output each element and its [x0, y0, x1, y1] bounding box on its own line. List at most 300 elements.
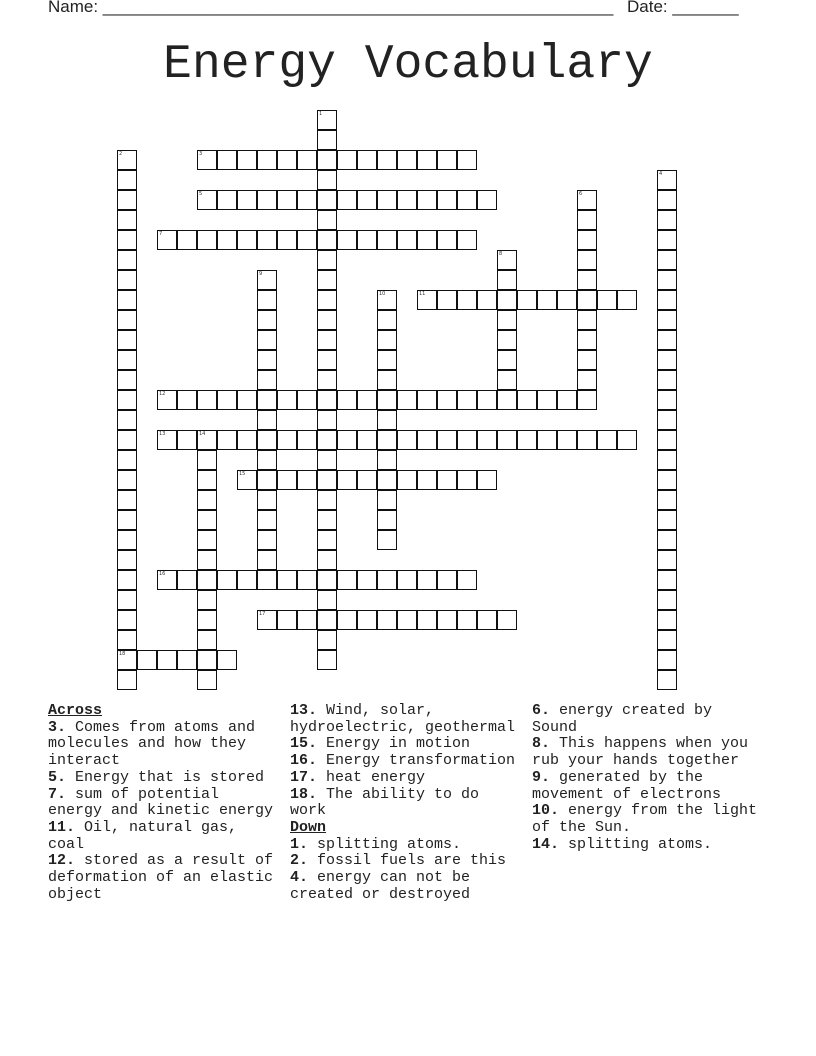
- grid-cell[interactable]: [157, 430, 177, 450]
- grid-cell[interactable]: [277, 230, 297, 250]
- grid-cell[interactable]: [377, 150, 397, 170]
- grid-cell[interactable]: [257, 350, 277, 370]
- grid-cell[interactable]: [197, 510, 217, 530]
- grid-cell[interactable]: [437, 470, 457, 490]
- grid-cell[interactable]: [357, 430, 377, 450]
- grid-cell[interactable]: [257, 410, 277, 430]
- grid-cell[interactable]: [597, 290, 617, 310]
- clue-text: sum of potential energy and kinetic energy: [48, 785, 274, 820]
- grid-cell[interactable]: [537, 390, 557, 410]
- grid-cell[interactable]: [377, 230, 397, 250]
- grid-cell[interactable]: [217, 190, 237, 210]
- grid-cell[interactable]: [377, 530, 397, 550]
- grid-cell[interactable]: [257, 450, 277, 470]
- grid-cell[interactable]: [297, 570, 317, 590]
- grid-cell[interactable]: [257, 610, 277, 630]
- grid-cell[interactable]: [317, 190, 337, 210]
- grid-cell[interactable]: [397, 190, 417, 210]
- grid-cell[interactable]: [257, 150, 277, 170]
- grid-cell[interactable]: [657, 270, 677, 290]
- grid-cell[interactable]: [317, 550, 337, 570]
- grid-cell[interactable]: [617, 290, 637, 310]
- grid-cell[interactable]: [657, 610, 677, 630]
- grid-cell[interactable]: [437, 390, 457, 410]
- grid-cell[interactable]: [657, 290, 677, 310]
- grid-cell[interactable]: [177, 430, 197, 450]
- grid-cell[interactable]: [537, 290, 557, 310]
- grid-cell[interactable]: [197, 490, 217, 510]
- grid-cell[interactable]: [317, 330, 337, 350]
- grid-cell[interactable]: [657, 410, 677, 430]
- clue-num: 5.: [48, 768, 67, 786]
- grid-cell[interactable]: [317, 210, 337, 230]
- clue-number: 7: [159, 231, 163, 237]
- grid-cell[interactable]: [257, 510, 277, 530]
- grid-cell[interactable]: [317, 490, 337, 510]
- grid-cell[interactable]: [257, 270, 277, 290]
- grid-cell[interactable]: [457, 470, 477, 490]
- grid-cell[interactable]: [257, 390, 277, 410]
- grid-cell[interactable]: [557, 430, 577, 450]
- grid-cell[interactable]: [177, 570, 197, 590]
- grid-cell[interactable]: [137, 650, 157, 670]
- grid-cell[interactable]: [217, 230, 237, 250]
- grid-cell[interactable]: [117, 330, 137, 350]
- grid-cell[interactable]: [157, 570, 177, 590]
- down-heading: Down: [290, 818, 327, 836]
- grid-cell[interactable]: [657, 310, 677, 330]
- grid-cell[interactable]: [257, 310, 277, 330]
- grid-cell[interactable]: [117, 170, 137, 190]
- grid-cell[interactable]: [237, 230, 257, 250]
- grid-cell[interactable]: [577, 430, 597, 450]
- grid-cell[interactable]: [477, 290, 497, 310]
- grid-cell[interactable]: [457, 570, 477, 590]
- grid-cell[interactable]: [157, 650, 177, 670]
- grid-cell[interactable]: [657, 470, 677, 490]
- grid-cell[interactable]: [437, 150, 457, 170]
- grid-cell[interactable]: [237, 390, 257, 410]
- grid-cell[interactable]: [477, 190, 497, 210]
- grid-cell[interactable]: [457, 430, 477, 450]
- clue-text: heat energy: [317, 768, 426, 786]
- grid-cell[interactable]: [417, 190, 437, 210]
- grid-cell[interactable]: [277, 470, 297, 490]
- across-clue: [290, 753, 522, 770]
- grid-cell[interactable]: [117, 430, 137, 450]
- grid-cell[interactable]: [577, 330, 597, 350]
- grid-cell[interactable]: [117, 550, 137, 570]
- clue-text: splitting atoms.: [308, 835, 462, 853]
- grid-cell[interactable]: [497, 430, 517, 450]
- grid-cell[interactable]: [657, 590, 677, 610]
- down-clue-list: [290, 837, 522, 904]
- grid-cell[interactable]: [357, 470, 377, 490]
- grid-cell[interactable]: [197, 550, 217, 570]
- name-field[interactable]: Name: ______________________________________________________: [48, 0, 614, 16]
- grid-cell[interactable]: [457, 190, 477, 210]
- grid-cell[interactable]: [317, 230, 337, 250]
- clues-column-1: [48, 703, 280, 903]
- grid-cell[interactable]: [557, 390, 577, 410]
- grid-cell[interactable]: [317, 630, 337, 650]
- grid-cell[interactable]: [297, 150, 317, 170]
- grid-cell[interactable]: [297, 610, 317, 630]
- grid-cell[interactable]: [217, 390, 237, 410]
- grid-cell[interactable]: [377, 450, 397, 470]
- grid-cell[interactable]: [577, 270, 597, 290]
- grid-cell[interactable]: [657, 450, 677, 470]
- grid-cell[interactable]: [197, 610, 217, 630]
- grid-cell[interactable]: [657, 530, 677, 550]
- grid-cell[interactable]: [117, 390, 137, 410]
- grid-cell[interactable]: [317, 250, 337, 270]
- grid-cell[interactable]: [157, 390, 177, 410]
- grid-cell[interactable]: [477, 430, 497, 450]
- grid-cell[interactable]: [377, 390, 397, 410]
- grid-cell[interactable]: [257, 570, 277, 590]
- grid-cell[interactable]: [257, 490, 277, 510]
- grid-cell[interactable]: [197, 390, 217, 410]
- grid-cell[interactable]: [497, 250, 517, 270]
- grid-cell[interactable]: [397, 390, 417, 410]
- grid-cell[interactable]: [317, 270, 337, 290]
- grid-cell[interactable]: [117, 570, 137, 590]
- grid-cell[interactable]: [497, 350, 517, 370]
- grid-cell[interactable]: [317, 410, 337, 430]
- grid-cell[interactable]: [497, 270, 517, 290]
- grid-cell[interactable]: [477, 390, 497, 410]
- grid-cell[interactable]: [657, 510, 677, 530]
- grid-cell[interactable]: [377, 510, 397, 530]
- grid-cell[interactable]: [277, 430, 297, 450]
- grid-cell[interactable]: [257, 230, 277, 250]
- clue-text: Oil, natural gas, coal: [48, 818, 238, 853]
- grid-cell[interactable]: [317, 370, 337, 390]
- grid-cell[interactable]: [117, 490, 137, 510]
- grid-cell[interactable]: [577, 310, 597, 330]
- grid-cell[interactable]: [437, 610, 457, 630]
- grid-cell[interactable]: [657, 170, 677, 190]
- grid-cell[interactable]: [657, 490, 677, 510]
- grid-cell[interactable]: [657, 330, 677, 350]
- grid-cell[interactable]: [417, 610, 437, 630]
- grid-cell[interactable]: [317, 150, 337, 170]
- grid-cell[interactable]: [657, 570, 677, 590]
- grid-cell[interactable]: [577, 230, 597, 250]
- grid-cell[interactable]: [497, 290, 517, 310]
- grid-cell[interactable]: [197, 650, 217, 670]
- grid-cell[interactable]: [317, 450, 337, 470]
- grid-cell[interactable]: [217, 650, 237, 670]
- across-clue: [290, 703, 522, 736]
- grid-cell[interactable]: [657, 350, 677, 370]
- grid-cell[interactable]: [117, 530, 137, 550]
- grid-cell[interactable]: [517, 290, 537, 310]
- grid-cell[interactable]: [577, 390, 597, 410]
- grid-cell[interactable]: [317, 110, 337, 130]
- grid-cell[interactable]: [117, 350, 137, 370]
- grid-cell[interactable]: [237, 430, 257, 450]
- grid-cell[interactable]: [177, 650, 197, 670]
- grid-cell[interactable]: [377, 470, 397, 490]
- grid-cell[interactable]: [197, 670, 217, 690]
- grid-cell[interactable]: [417, 230, 437, 250]
- clue-text: The ability to do work: [290, 785, 480, 820]
- grid-cell[interactable]: [177, 390, 197, 410]
- grid-cell[interactable]: [317, 390, 337, 410]
- grid-cell[interactable]: [357, 390, 377, 410]
- grid-cell[interactable]: [437, 230, 457, 250]
- grid-cell[interactable]: [277, 190, 297, 210]
- grid-cell[interactable]: [177, 230, 197, 250]
- grid-cell[interactable]: [657, 650, 677, 670]
- grid-cell[interactable]: [557, 290, 577, 310]
- grid-cell[interactable]: [457, 390, 477, 410]
- grid-cell[interactable]: [397, 610, 417, 630]
- grid-cell[interactable]: [337, 570, 357, 590]
- grid-cell[interactable]: [497, 330, 517, 350]
- grid-cell[interactable]: [377, 190, 397, 210]
- grid-cell[interactable]: [597, 430, 617, 450]
- grid-cell[interactable]: [417, 290, 437, 310]
- grid-cell[interactable]: [577, 290, 597, 310]
- grid-cell[interactable]: [397, 570, 417, 590]
- grid-cell[interactable]: [337, 610, 357, 630]
- grid-cell[interactable]: [277, 610, 297, 630]
- grid-cell[interactable]: [577, 250, 597, 270]
- grid-cell[interactable]: [417, 430, 437, 450]
- grid-cell[interactable]: [377, 430, 397, 450]
- grid-cell[interactable]: [257, 550, 277, 570]
- grid-cell[interactable]: [497, 390, 517, 410]
- grid-cell[interactable]: [117, 510, 137, 530]
- clue-num: 17.: [290, 768, 318, 786]
- clue-num: 10.: [532, 802, 560, 820]
- grid-cell[interactable]: [397, 430, 417, 450]
- grid-cell[interactable]: [197, 190, 217, 210]
- grid-cell[interactable]: [577, 350, 597, 370]
- clue-number: 15: [239, 471, 246, 477]
- grid-cell[interactable]: [577, 210, 597, 230]
- grid-cell[interactable]: [377, 330, 397, 350]
- grid-cell[interactable]: [117, 150, 137, 170]
- grid-cell[interactable]: [497, 610, 517, 630]
- grid-cell[interactable]: [457, 150, 477, 170]
- grid-cell[interactable]: [357, 190, 377, 210]
- grid-cell[interactable]: [497, 370, 517, 390]
- grid-cell[interactable]: [457, 230, 477, 250]
- clue-num: 3.: [48, 718, 67, 736]
- grid-cell[interactable]: [197, 450, 217, 470]
- grid-cell[interactable]: [197, 570, 217, 590]
- grid-cell[interactable]: [297, 430, 317, 450]
- grid-cell[interactable]: [397, 230, 417, 250]
- grid-cell[interactable]: [657, 210, 677, 230]
- grid-cell[interactable]: [377, 610, 397, 630]
- grid-cell[interactable]: [437, 190, 457, 210]
- grid-cell[interactable]: [257, 190, 277, 210]
- grid-cell[interactable]: [437, 570, 457, 590]
- grid-cell[interactable]: [197, 470, 217, 490]
- grid-cell[interactable]: [197, 150, 217, 170]
- grid-cell[interactable]: [417, 570, 437, 590]
- across-heading: Across: [48, 702, 103, 719]
- grid-cell[interactable]: [377, 490, 397, 510]
- grid-cell[interactable]: [317, 130, 337, 150]
- grid-cell[interactable]: [537, 430, 557, 450]
- grid-cell[interactable]: [337, 230, 357, 250]
- grid-cell[interactable]: [657, 670, 677, 690]
- grid-cell[interactable]: [337, 430, 357, 450]
- grid-cell[interactable]: [217, 150, 237, 170]
- clue-text: This happens when you rub your hands together: [532, 735, 749, 770]
- grid-cell[interactable]: [317, 610, 337, 630]
- grid-cell[interactable]: [337, 190, 357, 210]
- grid-cell[interactable]: [117, 190, 137, 210]
- grid-cell[interactable]: [657, 390, 677, 410]
- grid-cell[interactable]: [237, 150, 257, 170]
- grid-cell[interactable]: [117, 290, 137, 310]
- grid-cell[interactable]: [297, 190, 317, 210]
- across-clue-list-continued: [290, 703, 522, 820]
- grid-cell[interactable]: [357, 230, 377, 250]
- grid-cell[interactable]: [317, 310, 337, 330]
- grid-cell[interactable]: [217, 430, 237, 450]
- grid-cell[interactable]: [457, 290, 477, 310]
- grid-cell[interactable]: [657, 250, 677, 270]
- grid-cell[interactable]: [417, 150, 437, 170]
- grid-cell[interactable]: [117, 210, 137, 230]
- grid-cell[interactable]: [337, 150, 357, 170]
- grid-cell[interactable]: [237, 190, 257, 210]
- grid-cell[interactable]: [117, 650, 137, 670]
- grid-cell[interactable]: [317, 430, 337, 450]
- grid-cell[interactable]: [197, 530, 217, 550]
- across-clue: [290, 770, 522, 787]
- grid-cell[interactable]: [377, 570, 397, 590]
- clue-number: 16: [159, 571, 166, 577]
- grid-cell[interactable]: [357, 150, 377, 170]
- grid-cell[interactable]: [197, 630, 217, 650]
- grid-cell[interactable]: [117, 270, 137, 290]
- grid-cell[interactable]: [317, 290, 337, 310]
- grid-cell[interactable]: [377, 290, 397, 310]
- grid-cell[interactable]: [117, 230, 137, 250]
- grid-cell[interactable]: [117, 470, 137, 490]
- grid-cell[interactable]: [337, 470, 357, 490]
- down-clue: [290, 837, 522, 854]
- down-clue: [532, 770, 764, 803]
- grid-cell[interactable]: [357, 610, 377, 630]
- grid-cell[interactable]: [197, 230, 217, 250]
- grid-cell[interactable]: [117, 610, 137, 630]
- clue-num: 15.: [290, 735, 318, 753]
- date-field[interactable]: Date: _______: [627, 0, 739, 16]
- grid-cell[interactable]: [217, 570, 237, 590]
- grid-cell[interactable]: [257, 530, 277, 550]
- grid-cell[interactable]: [117, 410, 137, 430]
- grid-cell[interactable]: [397, 150, 417, 170]
- grid-cell[interactable]: [257, 430, 277, 450]
- down-clue: [532, 803, 764, 836]
- grid-cell[interactable]: [277, 570, 297, 590]
- grid-cell[interactable]: [357, 570, 377, 590]
- grid-cell[interactable]: [457, 610, 477, 630]
- grid-cell[interactable]: [477, 610, 497, 630]
- clue-number: 1: [319, 111, 323, 117]
- grid-cell[interactable]: [317, 530, 337, 550]
- grid-cell[interactable]: [517, 430, 537, 450]
- grid-cell[interactable]: [317, 570, 337, 590]
- grid-cell[interactable]: [257, 370, 277, 390]
- grid-cell[interactable]: [517, 390, 537, 410]
- grid-cell[interactable]: [197, 430, 217, 450]
- grid-cell[interactable]: [117, 630, 137, 650]
- grid-cell[interactable]: [417, 470, 437, 490]
- grid-cell[interactable]: [657, 370, 677, 390]
- grid-cell[interactable]: [257, 330, 277, 350]
- grid-cell[interactable]: [317, 470, 337, 490]
- grid-cell[interactable]: [657, 630, 677, 650]
- grid-cell[interactable]: [657, 550, 677, 570]
- grid-cell[interactable]: [317, 650, 337, 670]
- across-clue: [48, 720, 280, 770]
- grid-cell[interactable]: [237, 570, 257, 590]
- grid-cell[interactable]: [297, 230, 317, 250]
- grid-cell[interactable]: [117, 250, 137, 270]
- grid-cell[interactable]: [477, 470, 497, 490]
- grid-cell[interactable]: [377, 310, 397, 330]
- grid-cell[interactable]: [237, 470, 257, 490]
- grid-cell[interactable]: [337, 390, 357, 410]
- grid-cell[interactable]: [317, 170, 337, 190]
- grid-cell[interactable]: [657, 190, 677, 210]
- grid-cell[interactable]: [297, 390, 317, 410]
- grid-cell[interactable]: [277, 150, 297, 170]
- grid-cell[interactable]: [577, 190, 597, 210]
- grid-cell[interactable]: [117, 370, 137, 390]
- grid-cell[interactable]: [417, 390, 437, 410]
- grid-cell[interactable]: [377, 350, 397, 370]
- grid-cell[interactable]: [157, 230, 177, 250]
- grid-cell[interactable]: [377, 410, 397, 430]
- grid-cell[interactable]: [117, 590, 137, 610]
- grid-cell[interactable]: [437, 290, 457, 310]
- grid-cell[interactable]: [617, 430, 637, 450]
- down-clue: [290, 870, 522, 903]
- grid-cell[interactable]: [377, 370, 397, 390]
- grid-cell[interactable]: [317, 590, 337, 610]
- grid-cell[interactable]: [317, 350, 337, 370]
- grid-cell[interactable]: [437, 430, 457, 450]
- grid-cell[interactable]: [117, 310, 137, 330]
- grid-cell[interactable]: [497, 310, 517, 330]
- grid-cell[interactable]: [657, 230, 677, 250]
- grid-cell[interactable]: [397, 470, 417, 490]
- grid-cell[interactable]: [297, 470, 317, 490]
- grid-cell[interactable]: [257, 290, 277, 310]
- grid-cell[interactable]: [657, 430, 677, 450]
- grid-cell[interactable]: [257, 470, 277, 490]
- grid-cell[interactable]: [117, 450, 137, 470]
- grid-cell[interactable]: [277, 390, 297, 410]
- grid-cell[interactable]: [317, 510, 337, 530]
- grid-cell[interactable]: [117, 670, 137, 690]
- grid-cell[interactable]: [577, 370, 597, 390]
- grid-cell[interactable]: [197, 590, 217, 610]
- clue-number: 10: [379, 291, 386, 297]
